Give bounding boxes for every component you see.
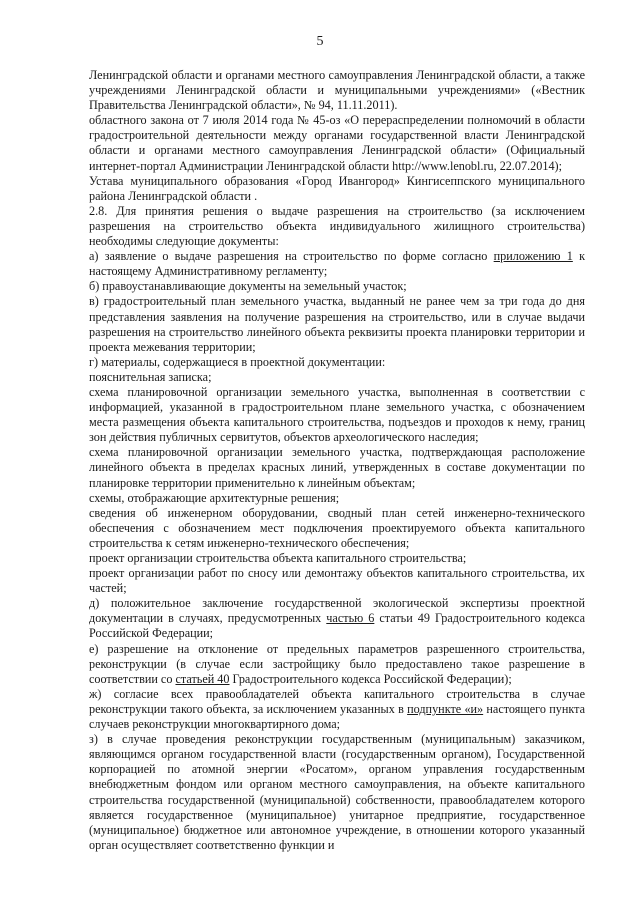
- paragraph: [89, 279, 585, 294]
- paragraph: [89, 68, 585, 113]
- paragraph: [89, 204, 585, 249]
- document-body: [89, 68, 585, 853]
- paragraph-text: настоящего пункта случаев реконструкции многоквартирного дома;: [89, 701, 585, 732]
- paragraph: [89, 551, 585, 566]
- paragraph-text: к настоящему Административному регламенту;: [89, 249, 585, 279]
- paragraph: [89, 506, 585, 551]
- paragraph-text: Устава муниципального образования «Город Ивангород» Кингисеппского муниципального района Ленинградской области .: [89, 173, 585, 203]
- paragraph: [89, 642, 585, 687]
- paragraph: [89, 491, 585, 506]
- paragraph-text: областного закона от 7 июля 2014 года № 45-оз «О перераспределении полномочий в области градостроительной деятельности между органами государственной власти Ленинградской области и органами местного самоуправления Ленинградской области» (Официальный интернет-портал Администрации Ленинградской области http://www.lenobl.ru, 22.07.2014);: [89, 113, 585, 173]
- document-link[interactable]: частью 6: [326, 611, 375, 626]
- page-number: 5: [316, 34, 324, 49]
- paragraph: [89, 294, 585, 354]
- paragraph-text: Ленинградской области и органами местного самоуправления Ленинградской области, а также учреждениями Ленинградской области и муниципальными учреждениями» («Вестник Правительства Ленинградской области», № 94, 11.11.2011).: [89, 68, 585, 113]
- paragraph-text: статьи 49 Градостроительного кодекса Российской Федерации;: [89, 611, 586, 641]
- paragraph-text: пояснительная записка;: [89, 369, 212, 384]
- paragraph-text: 2.8. Для принятия решения о выдаче разрешения на строительство (за исключением разрешения на строительство объекта индивидуального жилищного строительства) необходимы следующие документы:: [89, 203, 585, 249]
- paragraph-text: проект организации работ по сносу или демонтажу объектов капитального строительства, их частей;: [89, 566, 585, 596]
- paragraph: [89, 385, 585, 445]
- paragraph: [89, 445, 585, 490]
- paragraph-text: сведения об инженерном оборудовании, сводный план сетей инженерно-технического обеспечения с обозначением мест подключения проектируемого объекта капитального строительства к сетям инженерно-технического обеспечения;: [89, 505, 585, 550]
- paragraph: [89, 249, 585, 279]
- paragraph-text: схема планировочной организации земельного участка, подтверждающая расположение линейного объекта в пределах красных линий, утвержденных в составе документации по планировке территории применительно к линейным объектам;: [89, 445, 585, 490]
- paragraph-text: ж) согласие всех правообладателей объекта капитального строительства в случае реконструкции такого объекта, за исключением указанных в: [89, 686, 585, 716]
- paragraph-text: а) заявление о выдаче разрешения на строительство по форме согласно: [89, 249, 494, 264]
- paragraph-text: з) в случае проведения реконструкции государственным (муниципальным) заказчиком, являющимся органом государственной власти (государственным органом), Государственной корпорацией по атомной энергии «Росатом», органом управления государственным внебюджетным фондом или органом местного самоуправления, на объекте капитального строительства государственной (муниципальной) собственности, правообладателем которого является государственное (муниципальное) унитарное предприятие, государственное (муниципальное) бюджетное или автономное учреждение, в отношении которого указанный орган осуществляет соответственно функции и: [89, 732, 585, 852]
- paragraph: [89, 596, 585, 641]
- paragraph: [89, 566, 585, 596]
- paragraph: [89, 370, 585, 385]
- paragraph-text: Градостроительного кодекса Российской Федерации);: [229, 671, 512, 686]
- document-link[interactable]: подпункте «и»: [407, 701, 484, 716]
- paragraph-text: схемы, отображающие архитектурные решения;: [89, 490, 340, 505]
- paragraph: [89, 113, 585, 173]
- document-link[interactable]: статьей 40: [175, 671, 230, 686]
- paragraph-text: проект организации строительства объекта капитального строительства;: [89, 551, 467, 565]
- paragraph: [89, 687, 585, 732]
- paragraph-text: в) градостроительный план земельного участка, выданный не ранее чем за три года до дня представления заявления на получение разрешения на строительство, или в случае выдачи разрешения на строительство линейного объекта реквизиты проекта планировки территории и проекта межевания территории;: [89, 294, 585, 354]
- paragraph: [89, 732, 585, 853]
- paragraph-text: схема планировочной организации земельного участка, выполненная в соответствии с информацией, указанной в градостроительном плане земельного участка, с обозначением места размещения объекта капитального строительства, подъездов и проходов к нему, границ зон действия публичных сервитутов, объектов археологического наследия;: [89, 384, 585, 445]
- paragraph: [89, 355, 585, 370]
- document-link[interactable]: приложению 1: [493, 249, 573, 264]
- paragraph-text: д) положительное заключение государственной экологической экспертизы проектной документации в случаях, предусмотренных: [89, 596, 585, 626]
- paragraph-text: б) правоустанавливающие документы на земельный участок;: [89, 279, 407, 294]
- paragraph-text: г) материалы, содержащиеся в проектной документации:: [89, 354, 386, 369]
- paragraph: [89, 174, 585, 204]
- paragraph-text: е) разрешение на отклонение от предельных параметров разрешенного строительства, реконструкции (в случае если застройщику было предоставлено такое разрешение в соответствии со: [89, 641, 585, 686]
